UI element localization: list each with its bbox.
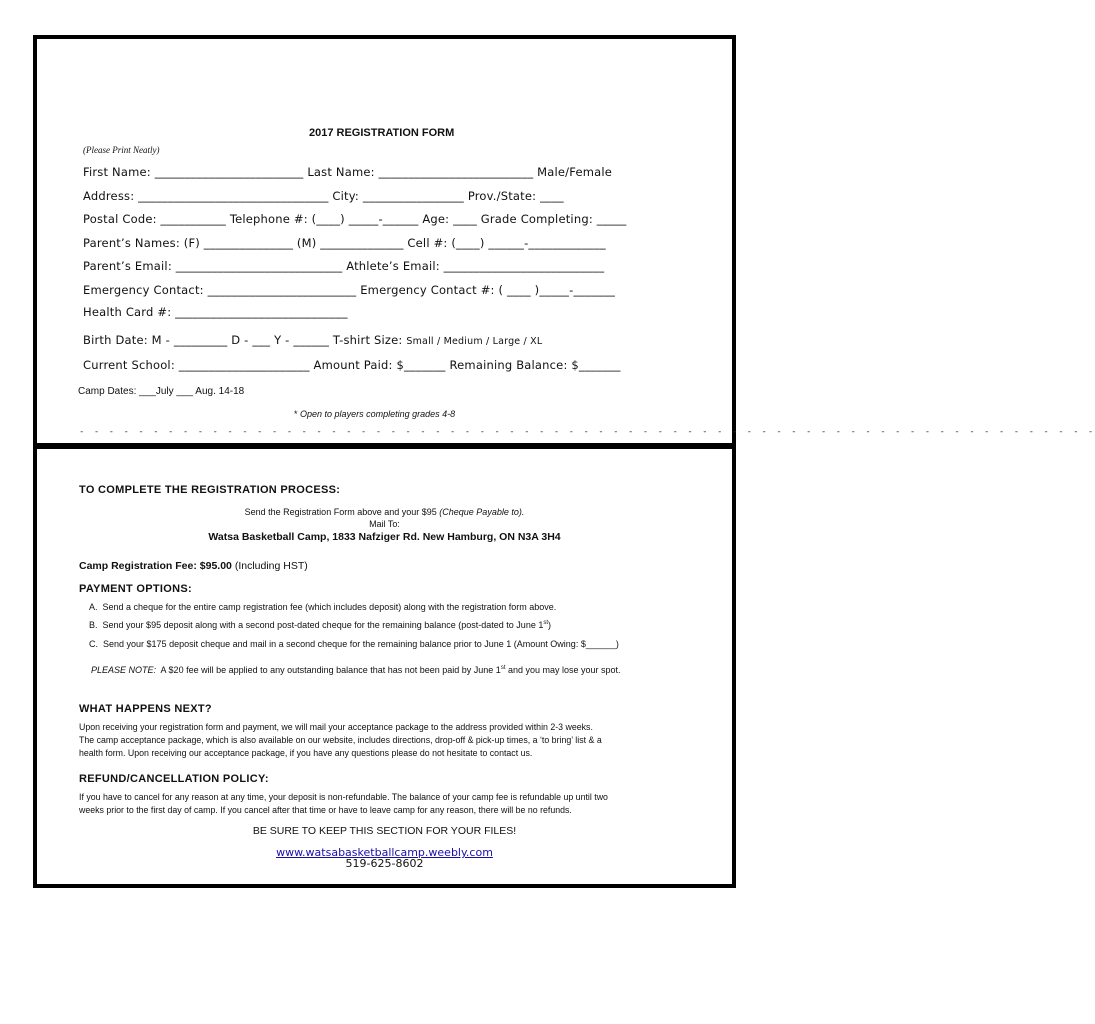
address-row[interactable]: Address: ________________________________ City: _________________ Prov./State: ____ bbox=[83, 189, 564, 203]
note bbox=[294, 409, 455, 419]
option-c bbox=[89, 639, 619, 649]
fee-label: Camp Registration Fee: bbox=[79, 560, 197, 572]
next-heading: WHAT HAPPENS NEXT? bbox=[79, 703, 212, 715]
next-line: The camp acceptance package, which is also available on our website, includes directions, drop-off & pick-up times, a ‘to bring’ list & a bbox=[79, 735, 602, 745]
option-letter: C. bbox=[89, 639, 98, 649]
camp-dates[interactable]: Camp Dates: ___July ___ Aug. 14-18 bbox=[78, 386, 245, 397]
next-line: Upon receiving your registration form and payment, we will mail your acceptance package to the address provided within 2-3 weeks. bbox=[79, 722, 593, 732]
send-italic: (Cheque Payable to). bbox=[439, 507, 525, 517]
refund-heading: REFUND/CANCELLATION POLICY: bbox=[79, 773, 269, 785]
refund-paragraph bbox=[79, 791, 608, 817]
mail-address: Watsa Basketball Camp, 1833 Nafziger Rd. New Hamburg, ON N3A 3H4 bbox=[208, 531, 561, 543]
please-note bbox=[91, 665, 621, 675]
cut-line: - - - - - - - - - - - - - - - - - - - - - - - - - - - - - - - - - - - - - - - - - - - - - - - - - - - - - - - - - - - - - - - - - - - - - bbox=[79, 427, 1095, 437]
fee-value: $95.00 bbox=[199, 560, 232, 572]
instructions-box bbox=[33, 446, 736, 888]
fee-note: (Including HST) bbox=[234, 560, 308, 572]
health-card-row[interactable]: Health Card #: _____________________________ bbox=[83, 305, 348, 319]
mail-to: Mail To: bbox=[369, 519, 400, 529]
postal-row[interactable]: Postal Code: ___________ Telephone #: (____) _____-______ Age: ____ Grade Completing: _____ bbox=[83, 212, 627, 226]
please-note-end: and you may lose your spot. bbox=[508, 665, 621, 675]
phone: 519-625-8602 bbox=[345, 857, 424, 870]
next-paragraph bbox=[79, 721, 602, 760]
send-line bbox=[37, 507, 732, 517]
complete-heading: TO COMPLETE THE REGISTRATION PROCESS: bbox=[79, 484, 341, 496]
option-letter: A. bbox=[89, 602, 98, 612]
website-link[interactable]: www.watsabasketballcamp.weebly.com bbox=[276, 846, 493, 859]
option-b bbox=[89, 620, 551, 630]
note-text: Open to players completing grades 4-8 bbox=[300, 409, 456, 419]
registration-form-box bbox=[33, 35, 1095, 446]
option-sup: st bbox=[543, 620, 549, 626]
please-note-label: PLEASE NOTE: bbox=[91, 665, 157, 675]
email-row[interactable]: Parent’s Email: ____________________________ Athlete’s Email: ___________________________ bbox=[83, 259, 605, 273]
option-end: ) bbox=[548, 620, 552, 630]
option-text: Send a cheque for the entire camp registration fee (which includes deposit) along with the registration form above. bbox=[102, 602, 557, 612]
option-text: Send your $95 deposit along with a second post-dated cheque for the remaining balance (post-dated to June 1 bbox=[102, 620, 544, 630]
refund-line: If you have to cancel for any reason at any time, your deposit is non-refundable. The balance of your camp fee is refundable up until two bbox=[79, 792, 608, 802]
form-title: 2017 REGISTRATION FORM bbox=[309, 127, 455, 139]
option-letter: B. bbox=[89, 620, 98, 630]
payment-heading: PAYMENT OPTIONS: bbox=[79, 583, 192, 595]
option-a bbox=[89, 602, 556, 612]
tshirt-sizes: Small / Medium / Large / XL bbox=[406, 336, 543, 347]
parents-row[interactable]: Parent’s Names: (F) _______________ (M) ______________ Cell #: (____) ______-_____________ bbox=[83, 236, 606, 250]
please-note-text: A $20 fee will be applied to any outstanding balance that has not been paid by June 1 bbox=[160, 665, 501, 675]
form-subtitle: (Please Print Neatly) bbox=[83, 145, 160, 155]
keep-note: BE SURE TO KEEP THIS SECTION FOR YOUR FILES! bbox=[252, 825, 517, 837]
send-text: Send the Registration Form above and your $95 bbox=[244, 507, 437, 517]
fee-line bbox=[79, 560, 308, 572]
option-text: Send your $175 deposit cheque and mail in a second cheque for the remaining balance prior to June 1 (Amount Owing: $______) bbox=[103, 639, 619, 649]
emergency-row[interactable]: Emergency Contact: _________________________ Emergency Contact #: ( ____ )_____-_______ bbox=[83, 283, 616, 297]
birth-date-row[interactable] bbox=[83, 333, 542, 347]
refund-line: weeks prior to the first day of camp. If you cancel after that time or have to leave camp for any reason, there will be no refunds. bbox=[79, 805, 572, 815]
next-line: health form. Upon receiving our acceptance package, if you have any questions please do not hesitate to contact us. bbox=[79, 748, 533, 758]
please-note-sup: st bbox=[500, 665, 506, 671]
name-row[interactable]: First Name: _________________________ Last Name: __________________________ Male/Female bbox=[83, 165, 613, 179]
birth-date-text: Birth Date: M - _________ D - ___ Y - ______ T-shirt Size: bbox=[83, 333, 403, 347]
note-star: * bbox=[294, 409, 298, 419]
school-row[interactable]: Current School: ______________________ Amount Paid: $_______ Remaining Balance: $_______ bbox=[83, 358, 621, 372]
